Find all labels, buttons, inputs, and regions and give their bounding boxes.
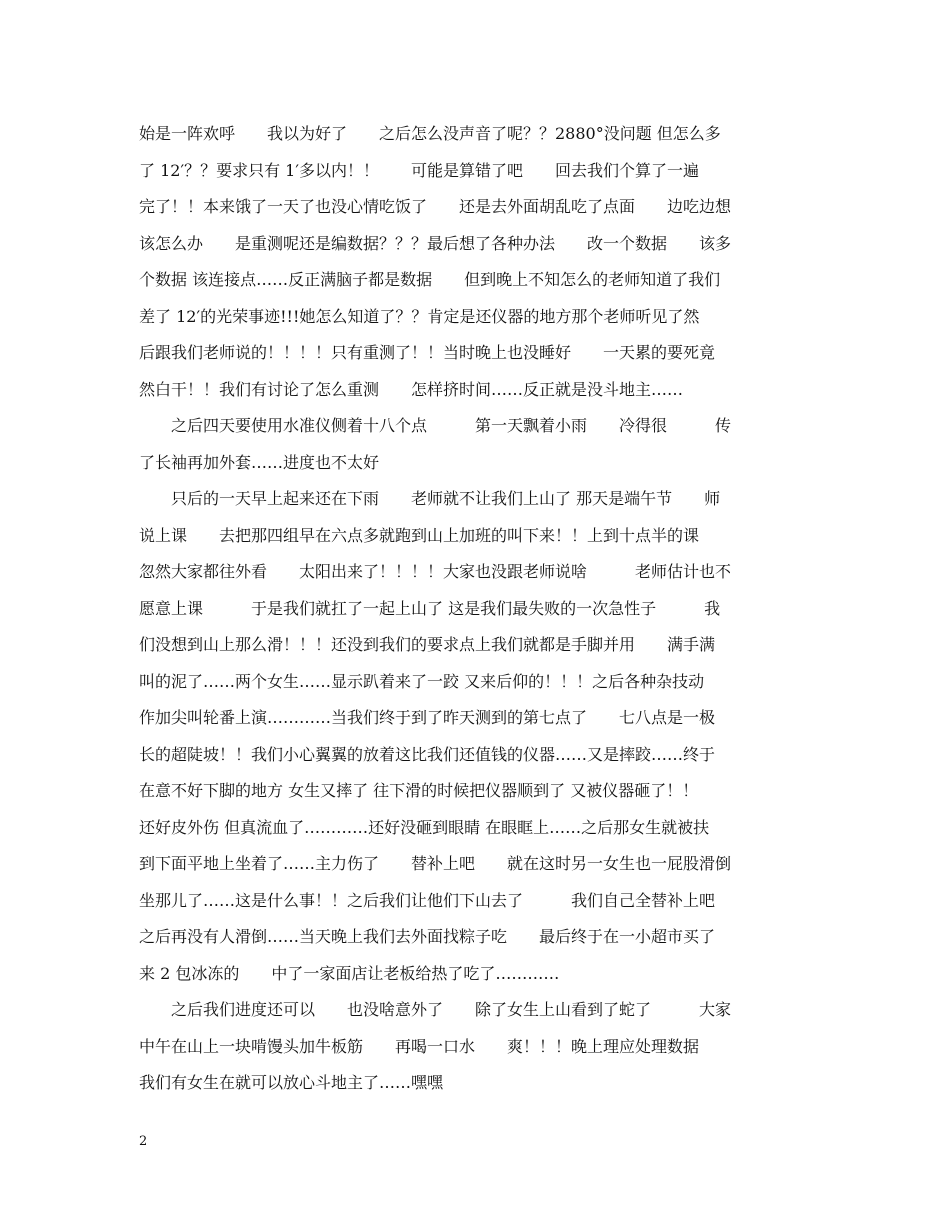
text-line: 叫的泥了……两个女生……显示趴着来了一跤 又来后仰的！！！之后各种杂技动 xyxy=(139,671,705,691)
text-line: 之后我们进度还可以 也没啥意外了 除了女生上山看到了蛇了 大家 xyxy=(139,1000,732,1019)
text-line: 了长袖再加外套……进度也不太好 xyxy=(139,452,380,472)
text-line: 在意不好下脚的地方 女生又摔了 往下滑的时候把仪器顺到了 又被仪器砸了！！ xyxy=(139,781,699,800)
text-line: 该怎么办 是重测呢还是编数据？？？最后想了各种办法 改一个数据 该多 xyxy=(139,233,732,253)
text-line: 然白干！！我们有讨论了怎么重测 怎样挤时间……反正就是没斗地主…… xyxy=(139,379,684,399)
text-line: 来 2 包冰冻的 中了一家面店让老板给热了吃了………… xyxy=(139,963,560,983)
text-line: 我们有女生在就可以放心斗地主了……嘿嘿 xyxy=(139,1073,444,1092)
text-line: 说上课 去把那四组早在六点多就跑到山上加班的叫下来！！上到十点半的课 xyxy=(139,525,700,545)
text-line: 坐那儿了……这是什么事！！之后我们让他们下山去了 我们自己全替补上吧 xyxy=(139,890,716,910)
text-line: 后跟我们老师说的！！！！只有重测了！！当时晚上也没睡好 一天累的要死竟 xyxy=(139,343,716,362)
text-line: 愿意上课 于是我们就扛了一起上山了 这是我们最失败的一次急性子 我 xyxy=(139,598,721,618)
text-line: 之后四天要使用水准仪侧着十八个点 第一天飘着小雨 冷得很 传 xyxy=(139,416,732,435)
text-line: 完了！！本来饿了一天了也没心情吃饭了 还是去外面胡乱吃了点面 边吃边想 xyxy=(139,197,732,216)
text-line: 了 12′？？要求只有 1′多以内！！ 可能是算错了吧 回去我们个算了一遍 xyxy=(139,160,699,180)
text-line: 始是一阵欢呼 我以为好了 之后怎么没声音了呢？？2880°没问题 但怎么多 xyxy=(139,124,721,143)
text-line: 还好皮外伤 但真流血了…………还好没砸到眼睛 在眼眶上……之后那女生就被扶 xyxy=(139,817,710,837)
body-text xyxy=(139,116,814,1102)
page-number: 2 xyxy=(139,1134,148,1149)
text-line: 们没想到山上那么滑！！！还没到我们的要求点上我们就都是手脚并用 满手满 xyxy=(139,635,716,654)
text-line: 之后再没有人滑倒……当天晚上我们去外面找粽子吃 最后终于在一小超市买了 xyxy=(139,927,716,946)
text-line: 长的超陡坡！！我们小心翼翼的放着这比我们还值钱的仪器……又是摔跤……终于 xyxy=(139,744,716,764)
text-line: 到下面平地上坐着了……主力伤了 替补上吧 就在这时另一女生也一屁股滑倒 xyxy=(139,854,732,873)
text-line: 忽然大家都往外看 太阳出来了！！！！大家也没跟老师说啥 老师估计也不 xyxy=(139,562,732,581)
text-line: 只后的一天早上起来还在下雨 老师就不让我们上山了 那天是端午节 师 xyxy=(139,489,721,508)
text-line: 个数据 该连接点……反正满脑子都是数据 但到晚上不知怎么的老师知道了我们 xyxy=(139,270,721,289)
text-line: 差了 12′的光荣事迹!!!她怎么知道了？？肯定是还仪器的地方那个老师听见了然 xyxy=(139,306,700,326)
text-line: 中午在山上一块啃馒头加牛板筋 再喝一口水 爽！！！晚上理应处理数据 xyxy=(139,1036,700,1056)
text-line: 作加尖叫轮番上演…………当我们终于到了昨天测到的第七点了 七八点是一极 xyxy=(139,708,716,727)
